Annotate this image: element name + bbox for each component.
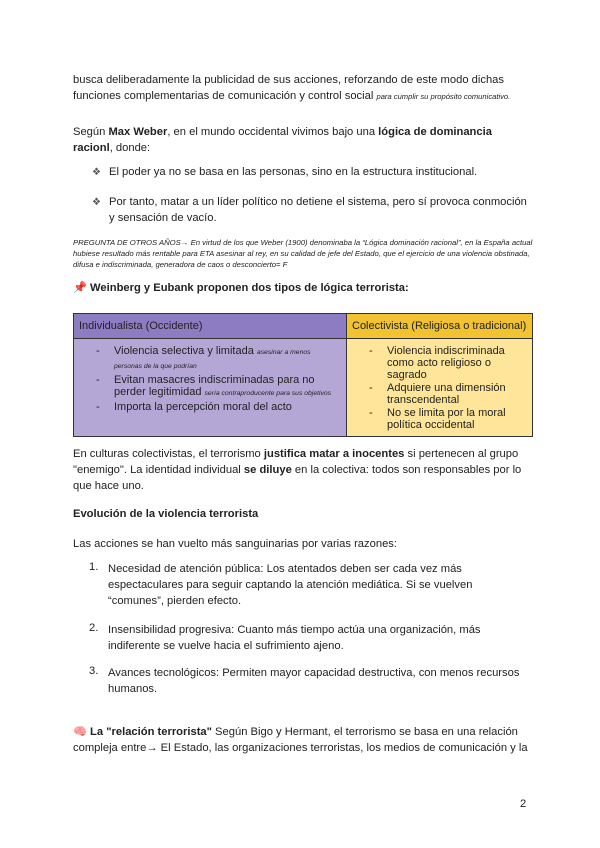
collectivist-paragraph: En culturas colectivistas, el terrorismo justifica matar a inocentes si pertenecen al grupo "enemigo". La identidad individual se diluye en la colectiva: todos son responsables por lo que hace uno.	[73, 448, 522, 492]
evolution-heading: Evolución de la violencia terrorista	[73, 508, 259, 520]
relation-term: La "relación terrorista"	[90, 726, 212, 738]
list-item: - Evitan masacres indiscriminadas para no perder legitimidad sería contraproducente para sus objetivos	[80, 374, 340, 400]
exam-question-note: PREGUNTA DE OTROS AÑOS→ En virtud de los que Weber (1900) denominaba la “Lógica dominación racional”, en la España actual hubiese resultado más rentable para ETA asesinar al rey, en su calidad de jefe del Estado, que el ejercicio de una violencia obstinada, difusa e indiscriminada, generadora de caos o desconcierto= F	[73, 238, 533, 269]
collectivist-list	[353, 345, 526, 431]
terrorist-logic-table	[73, 313, 533, 437]
evolution-item: Avances tecnológicos: Permiten mayor capacidad destructiva, con menos recursos humanos.	[108, 667, 520, 695]
evolution-item: Necesidad de atención pública: Los atentados deben ser cada vez más espectaculares para seguir captando la atención mediática. Si se vuelven “comunes”, pierden efecto.	[108, 563, 473, 607]
weber-name: Max Weber	[108, 126, 168, 138]
diamond-bullet-icon: ❖	[92, 197, 101, 208]
evolution-intro: Las acciones se han vuelto más sanguinarias por varias razones:	[73, 538, 397, 550]
list-number: 1.	[89, 561, 99, 573]
diamond-bullet-icon: ❖	[92, 167, 101, 178]
pushpin-icon: 📌	[73, 282, 87, 294]
list-item: - Violencia indiscriminada como acto religioso o sagrado	[353, 345, 526, 381]
list-item: - Violencia selectiva y limitada asesinar a menos personas de la que podrían	[80, 345, 340, 373]
list-item: - Adquiere una dimensión transcendental	[353, 382, 526, 406]
list-number: 2.	[89, 622, 99, 634]
weber-post: , donde:	[109, 142, 151, 154]
relation-paragraph: 🧠 La "relación terrorista" Según Bigo y Hermant, el terrorismo se basa en una relación compleja entre→ El Estado, las organizaciones terroristas, los medios de comunicación y la	[73, 726, 528, 754]
weber-logic-term: lógica de dominancia racionl	[73, 126, 492, 154]
weber-mid: , en el mundo occidental vivimos bajo una	[167, 126, 379, 138]
table-header-row	[74, 314, 533, 339]
header-individualist: Individualista (Occidente)	[74, 314, 347, 339]
header-collectivist: Colectivista (Religiosa o tradicional)	[347, 314, 533, 339]
evolution-item: Insensibilidad progresiva: Cuanto más tiempo actúa una organización, más indiferente se vuelve hacia el sufrimiento ajeno.	[108, 624, 481, 652]
intro-text: busca deliberadamente la publicidad de sus acciones, reforzando de este modo dichas funciones complementarias de comunicación y control social	[73, 74, 504, 102]
brain-icon: 🧠	[73, 726, 87, 738]
cell-collectivist	[347, 339, 533, 437]
list-item: - No se limita por la moral política occidental	[353, 407, 526, 431]
individualist-list	[80, 345, 340, 413]
weber-pre: Según	[73, 126, 109, 138]
list-number: 3.	[89, 665, 99, 677]
logic-heading	[73, 281, 409, 294]
logic-heading-text: Weinberg y Eubank proponen dos tipos de lógica terrorista:	[90, 282, 409, 294]
cell-individualist	[74, 339, 347, 437]
table-row	[74, 339, 533, 437]
page-number: 2	[520, 798, 527, 810]
intro-small-note: para cumplir su propósito comunicativo.	[376, 92, 511, 101]
bullet-item: Por tanto, matar a un líder político no detiene el sistema, pero sí provoca conmoción y sensación de vacío.	[109, 196, 527, 224]
weber-paragraph	[73, 124, 533, 156]
list-item: - Importa la percepción moral del acto	[80, 401, 340, 413]
bullet-item: El poder ya no se basa en las personas, sino en la estructura institucional.	[109, 166, 478, 178]
intro-paragraph	[73, 72, 533, 105]
